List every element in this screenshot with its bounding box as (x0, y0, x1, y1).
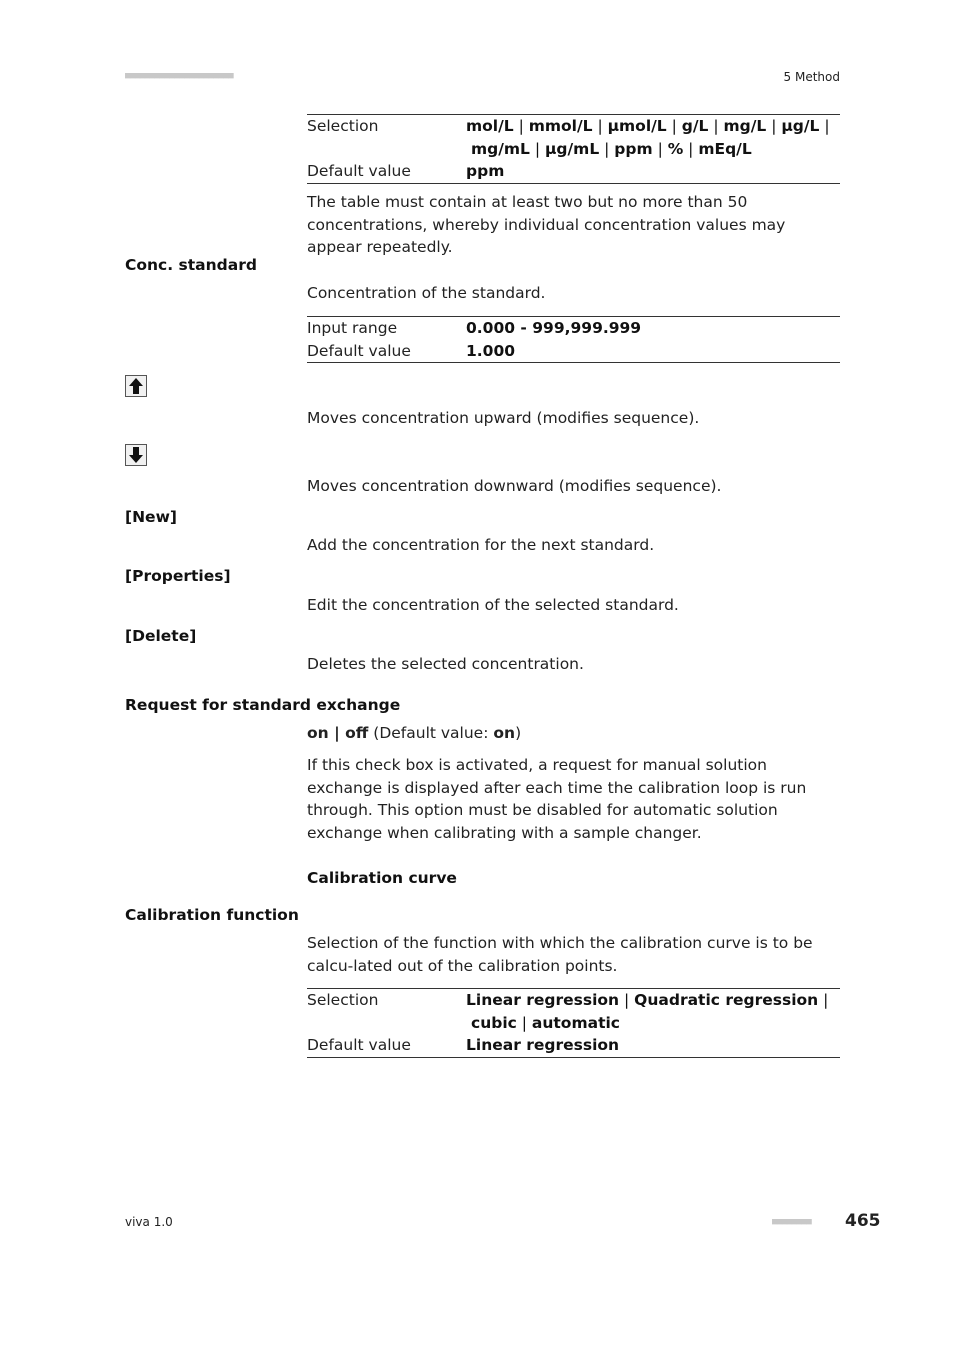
option-separator: | (683, 139, 699, 158)
option-separator: | (592, 117, 608, 135)
option-separator: | (619, 991, 635, 1009)
header-decoration: ■■■■■■■■■■■■■■■■■■■■■■ (125, 71, 234, 81)
conc-standard-term: Conc. standard (125, 256, 257, 274)
function-options (466, 989, 840, 1034)
arrow-down-icon (125, 444, 147, 466)
properties-button-desc: Edit the concentration of the selected standard. (307, 596, 679, 614)
option-separator: | (666, 117, 682, 135)
option-separator: | (516, 1013, 532, 1032)
default-label: Default value (307, 341, 411, 360)
std-exchange-term: Request for standard exchange (125, 696, 401, 714)
function-option: Quadratic regression (634, 991, 819, 1009)
table-note: The table must contain at least two but no more than 50 concentrations, whereby individual concentration values may appear repeatedly. (307, 193, 786, 256)
calibration-function-table (307, 988, 840, 1058)
function-option: automatic (531, 1013, 620, 1032)
default-value: on (493, 724, 516, 742)
page-number: 465 (845, 1211, 881, 1231)
unit-option: µg/L (781, 117, 820, 135)
unit-option: ppm (614, 139, 653, 158)
option-separator: | (652, 139, 668, 158)
delete-button-desc: Deletes the selected concentration. (307, 655, 584, 673)
unit-option: % (667, 139, 684, 158)
unit-option: mg/mL (471, 139, 530, 158)
calibration-curve-heading: Calibration curve (307, 869, 457, 887)
std-exchange-desc: If this check box is activated, a request for manual solution exchange is displayed after each time the calibration loop is run through. This option must be disabled for automatic solution exchange when calibrating with a sample changer. (307, 756, 807, 842)
unit-options-line1 (466, 115, 840, 138)
unit-option: µmol/L (607, 117, 667, 135)
unit-option: mol/L (466, 117, 514, 135)
function-option: Linear regression (466, 991, 620, 1009)
default-suffix: ) (515, 724, 522, 742)
move-down-desc: Moves concentration downward (modifies sequence). (307, 477, 722, 495)
function-option: cubic (471, 1013, 517, 1032)
unit-options (466, 115, 840, 160)
default-label: Default value (307, 162, 411, 180)
option-separator: | (529, 139, 546, 158)
option-separator: | (599, 139, 615, 158)
unit-option: mEq/L (698, 139, 752, 158)
unit-option: mg/L (723, 117, 767, 135)
new-button-term: [New] (125, 508, 177, 526)
unit-option: mmol/L (528, 117, 593, 135)
option-separator: | (766, 117, 782, 135)
unit-options-line2 (466, 138, 840, 161)
selection-label: Selection (307, 991, 379, 1009)
std-exchange-options (307, 722, 842, 745)
unit-option: µg/mL (545, 139, 600, 158)
new-button-desc: Add the concentration for the next standard. (307, 536, 655, 554)
option-separator: | (708, 117, 724, 135)
arrow-up-icon (125, 375, 147, 397)
default-prefix: (Default value: (368, 724, 494, 742)
input-range-value: 0.000 - 999,999.999 (466, 319, 642, 337)
chapter-title: 5 Method (783, 70, 840, 84)
product-name: viva 1.0 (125, 1215, 173, 1229)
default-value: 1.000 (466, 341, 516, 360)
default-value: ppm (466, 162, 505, 180)
option-separator: | (818, 991, 829, 1009)
std-exchange-option-values: on | off (307, 724, 369, 742)
properties-button-term: [Properties] (125, 567, 231, 585)
calibration-function-term: Calibration function (125, 906, 299, 924)
unit-option: g/L (681, 117, 709, 135)
selection-label: Selection (307, 117, 379, 135)
unit-selection-table (307, 114, 840, 184)
option-separator: | (819, 117, 830, 135)
conc-standard-desc: Concentration of the standard. (307, 284, 546, 302)
move-up-desc: Moves concentration upward (modifies sequence). (307, 409, 700, 427)
default-label: Default value (307, 1036, 411, 1054)
conc-standard-table (307, 316, 840, 363)
function-options-line2 (466, 1012, 840, 1035)
calibration-function-desc: Selection of the function with which the calibration curve is to be calcu-lated out of the calibration points. (307, 934, 813, 975)
option-separator: | (513, 117, 529, 135)
default-value: Linear regression (466, 1036, 620, 1054)
function-options-line1 (466, 989, 840, 1012)
footer-decoration: ■■■■■■■■ (772, 1217, 812, 1227)
input-range-label: Input range (307, 319, 398, 337)
delete-button-term: [Delete] (125, 627, 197, 645)
